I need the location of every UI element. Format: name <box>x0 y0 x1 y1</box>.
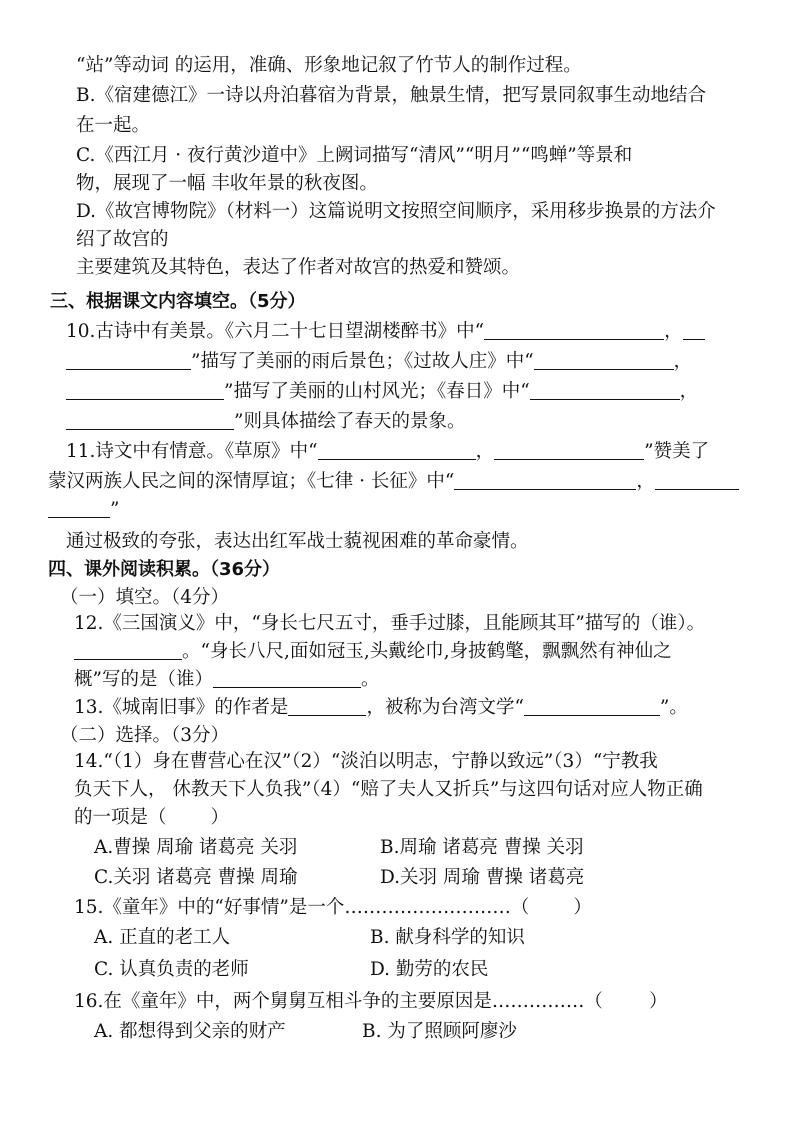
q14-option-d[interactable]: D.关羽 周瑜 曹操 诸葛亮 <box>380 867 585 888</box>
q11-comma-1: ， <box>475 441 495 462</box>
option-b-continuation: 在一起。 <box>76 115 151 136</box>
q11-blank-4-start[interactable] <box>655 469 739 490</box>
q16-option-b[interactable]: B. 为了照顾阿廖沙 <box>362 1021 517 1042</box>
question-11-line-3 <box>48 496 119 524</box>
q14-text-d: ） <box>210 807 230 828</box>
q16-close-paren: ） <box>648 991 668 1012</box>
q13-text-c: ”。 <box>659 697 688 718</box>
q10-blank-2-end[interactable] <box>66 349 191 370</box>
q13-blank-2[interactable] <box>524 695 660 716</box>
question-11-line-4: 通过极致的夸张，表达出红军战士藐视困难的革命豪情。 <box>66 531 529 552</box>
q13-text-b: ，被称为台湾文学“ <box>366 697 524 718</box>
q10-blank-5[interactable] <box>530 379 680 400</box>
question-11-line-1 <box>66 438 709 466</box>
q14-option-c[interactable]: C.关羽 诸葛亮 曹操 周瑜 <box>94 867 298 888</box>
q11-text-a: 11.诗文中有情意。《草原》中“ <box>66 441 318 462</box>
q11-text-d: 蒙汉两族人民之间的深情厚谊；《七律 · 长征》中“ <box>48 471 455 492</box>
question-13 <box>74 694 688 722</box>
question-12-line-3 <box>74 666 379 694</box>
q11-blank-2[interactable] <box>494 439 644 460</box>
option-a-continuation: “站”等动词 的运用，准确、形象地记叙了竹节人的制作过程。 <box>76 55 582 76</box>
question-10-line-1 <box>66 318 705 346</box>
q11-comma-2: ， <box>636 471 655 492</box>
q11-blank-4-end[interactable] <box>48 497 110 518</box>
subsection-1-heading: （一）填空。（4分） <box>60 587 230 608</box>
question-10-line-2 <box>66 348 692 376</box>
q10-text-c: ”描写了美丽的雨后景色；《过故人庄》中“ <box>191 351 534 372</box>
q15-option-d[interactable]: D. 勤劳的农民 <box>370 959 489 980</box>
option-d: D.《故宫博物院》（材料一）这篇说明文按照空间顺序，采用移步换景的方法介 <box>76 201 716 222</box>
option-c: C.《西江月 · 夜行黄沙道中》上阙词描写“清风”“明月”“鸣蝉”等景和 <box>76 145 633 166</box>
question-10-line-4 <box>66 408 465 436</box>
q10-comma-3: ， <box>679 381 699 402</box>
question-14-line-2: 负天下人， 休教天下人负我”（4）“赔了夫人又折兵”与这四句话对应人物正确 <box>74 779 703 800</box>
section-3-heading: 三、根据课文内容填空。（5分） <box>50 291 306 312</box>
question-12-line-1: 12.《三国演义》中，“身长七尺五寸，垂手过膝，且能顾其耳”描写的（谁）。 <box>74 613 706 634</box>
q12-blank-2[interactable] <box>213 667 361 688</box>
q10-comma-2: ， <box>673 351 693 372</box>
q10-text-g: ”则具体描绘了春天的景象。 <box>234 411 466 432</box>
q11-text-c: ”赞美了 <box>644 441 710 462</box>
q11-text-f: ” <box>110 499 120 520</box>
q14-text-c: 的一项是（ <box>74 807 167 828</box>
q15-option-a[interactable]: A. 正直的老工人 <box>94 927 231 948</box>
q15-close-paren: ） <box>573 897 592 918</box>
question-15 <box>74 894 592 922</box>
option-b: B.《宿建德江》一诗以舟泊暮宿为背景，触景生情，把写景同叙事生动地结合 <box>76 85 706 106</box>
question-10-line-3 <box>66 378 698 406</box>
q11-blank-3[interactable] <box>454 469 636 490</box>
option-d-continuation: 绍了故宫的 <box>76 229 169 250</box>
section-4-heading: 四、课外阅读积累。（36分） <box>48 559 281 580</box>
q12-blank-1[interactable] <box>74 639 182 660</box>
q10-blank-2-start[interactable] <box>683 319 705 340</box>
q12-text-c: 概”写的是（谁） <box>74 669 213 690</box>
q16-text: 16.在《童年》中，两个舅舅互相斗争的主要原因是……………（ <box>74 991 603 1012</box>
q11-blank-1[interactable] <box>318 439 476 460</box>
q13-text-a: 13.《城南旧事》的作者是 <box>74 697 289 718</box>
q15-option-b[interactable]: B. 献身科学的知识 <box>370 927 525 948</box>
q16-option-a[interactable]: A. 都想得到父亲的财产 <box>94 1021 286 1042</box>
q10-blank-4[interactable] <box>66 379 224 400</box>
option-c-continuation: 物，展现了一幅 丰收年景的秋夜图。 <box>76 173 378 194</box>
q15-option-c[interactable]: C. 认真负责的老师 <box>94 959 249 980</box>
q10-blank-1[interactable] <box>484 319 664 340</box>
question-16 <box>74 988 667 1016</box>
q10-text-e: ”描写了美丽的山村风光；《春日》中“ <box>224 381 530 402</box>
q15-text: 15.《童年》中的“好事情”是一个………………………（ <box>74 897 530 918</box>
question-11-line-2 <box>48 468 739 496</box>
q14-option-a[interactable]: A.曹操 周瑜 诸葛亮 关羽 <box>94 837 298 858</box>
q10-blank-6[interactable] <box>66 409 234 430</box>
option-d-continuation-2: 主要建筑及其特色，表达了作者对故宫的热爱和赞颂。 <box>76 257 521 278</box>
q10-comma-1: ， <box>664 321 683 342</box>
q14-option-b[interactable]: B.周瑜 诸葛亮 曹操 关羽 <box>380 837 584 858</box>
question-14-line-3 <box>74 804 229 832</box>
question-12-line-2 <box>74 638 672 666</box>
q12-text-d: 。 <box>360 669 380 690</box>
q10-blank-3[interactable] <box>534 349 674 370</box>
subsection-2-heading: （二）选择。（3分） <box>60 725 230 746</box>
q12-text-b: 。“身长八尺,面如冠玉,头戴纶巾,身披鹤氅，飘飘然有神仙之 <box>182 641 672 662</box>
q13-blank-1[interactable] <box>288 695 366 716</box>
question-14-line-1: 14.“（1）身在曹营心在汉”（2）“淡泊以明志，宁静以致远”（3）“宁教我 <box>74 751 658 772</box>
q10-text-a: 10.古诗中有美景。《六月二十七日望湖楼醉书》中“ <box>66 321 485 342</box>
